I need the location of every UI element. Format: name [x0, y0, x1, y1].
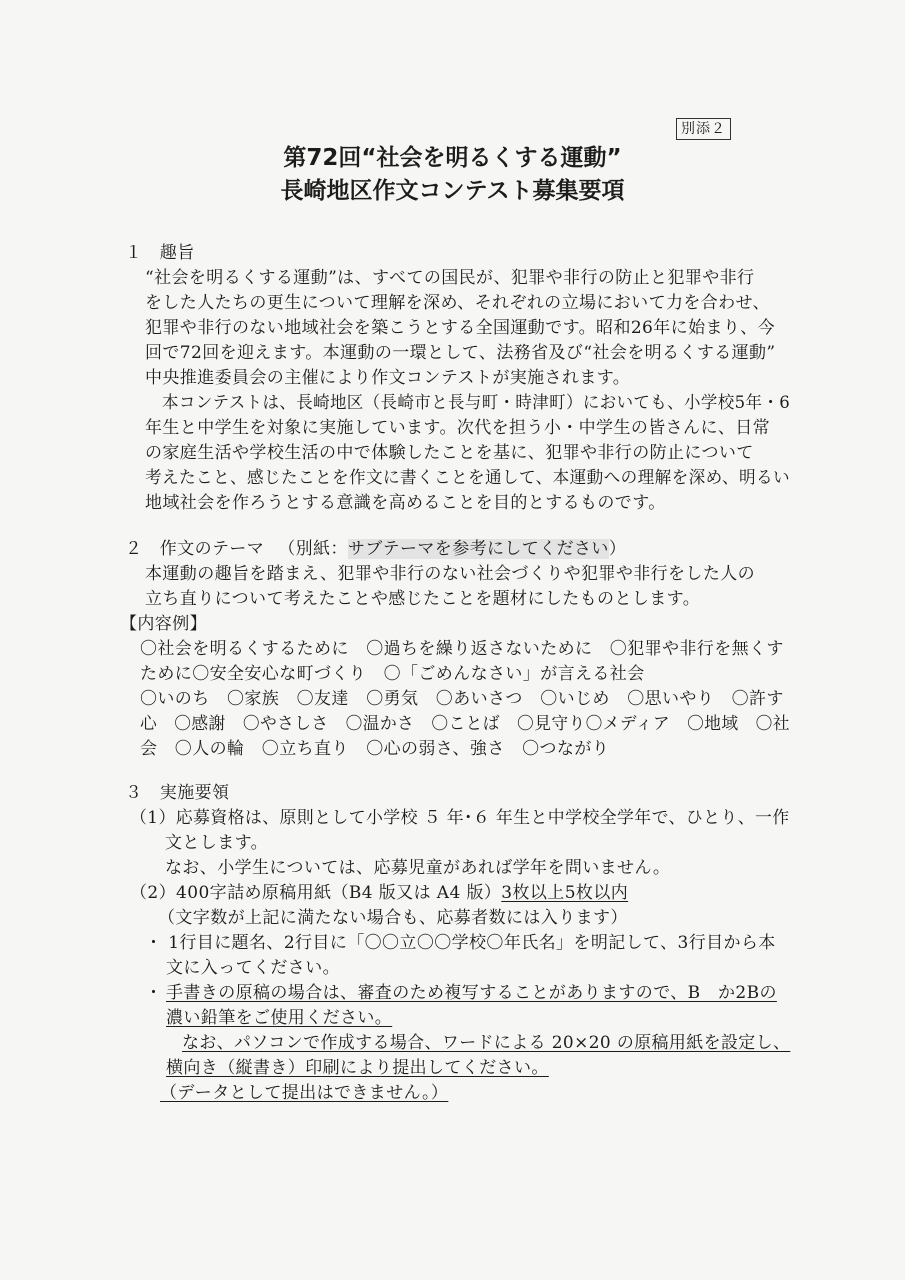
- bullet-1-line: ・ 1行目に題名、2行目に「〇〇立〇〇学校〇年氏名」を明記して、3行目から本: [145, 933, 776, 953]
- item-2-prefix: （2）400字詰め原稿用紙（B4 版又は A4 版）: [130, 883, 502, 903]
- section-1-line: 年生と中学生を対象に実施しています。次代を担う小・中学生の皆さんに、日常: [145, 418, 771, 438]
- attachment-tag: 別添２: [676, 118, 731, 140]
- item-2-page-count: 3枚以上5枚以内: [501, 883, 629, 903]
- item-1-line: 文とします。: [165, 833, 269, 853]
- section-2-note-open: （別紙：: [278, 539, 348, 559]
- examples-label: 【内容例】: [120, 614, 207, 634]
- section-2-note-highlight: サブテーマを参考にしてください: [347, 539, 609, 559]
- item-2-line: [130, 882, 628, 904]
- example-line: 会 〇人の輪 〇立ち直り 〇心の弱さ、強さ 〇つながり: [140, 739, 610, 759]
- section-2-line: 本運動の趣旨を踏まえ、犯罪や非行のない社会づくりや犯罪や非行をした人の: [145, 564, 756, 584]
- section-1-line: “社会を明るくする運動”は、すべての国民が、犯罪や非行の防止と犯罪や非行: [145, 268, 755, 288]
- section-1-line: 回で72回を迎えます。本運動の一環として、法務省及び“社会を明るくする運動”: [145, 343, 776, 363]
- section-1-line: 考えたこと、感じたことを作文に書くことを通して、本運動への理解を深め、明るい: [145, 468, 791, 488]
- item-1-line: なお、小学生については、応募児童があれば学年を問いません。: [165, 858, 671, 878]
- section-1-line: をした人たちの更生について理解を深め、それぞれの立場において力を合わせ、: [145, 293, 770, 313]
- section-2-note-close: ）: [608, 539, 627, 559]
- bullet-2-line: 手書きの原稿の場合は、審査のため複写することがありますので、B か2Bの: [166, 983, 777, 1003]
- bullet-2-mark: ・: [145, 983, 163, 1003]
- page-title-line-2: 長崎地区作文コンテスト募集要項: [280, 178, 625, 204]
- example-line: ために〇安全安心な町づくり 〇「ごめんなさい」が言える社会: [140, 664, 645, 684]
- page-title-line-1: 第72回“社会を明るくする運動”: [283, 145, 622, 171]
- section-2-heading: ２ 作文のテーマ: [125, 539, 265, 559]
- bullet-2-line: （データとして提出はできません。）: [160, 1083, 449, 1103]
- item-1-line: （1）応募資格は、原則として小学校 ５ 年･６ 年生と中学校全学年で、ひとり、一作: [130, 808, 790, 828]
- section-3-heading: ３ 実施要領: [125, 783, 230, 803]
- section-1-line: 本コンテストは、長崎地区（長崎市と長与町・時津町）においても、小学校5年・6: [162, 393, 791, 413]
- item-2-note: （文字数が上記に満たない場合も、応募者数には入ります）: [158, 908, 628, 928]
- bullet-2-line: 濃い鉛筆をご使用ください。: [166, 1008, 393, 1028]
- section-1-line: の家庭生活や学校生活の中で体験したことを基に、犯罪や非行の防止について: [145, 443, 754, 463]
- example-line: 〇いのち 〇家族 〇友達 〇勇気 〇あいさつ 〇いじめ 〇思いやり 〇許す: [140, 689, 784, 709]
- example-line: 〇社会を明るくするために 〇過ちを繰り返さないために 〇犯罪や非行を無くす: [140, 639, 784, 659]
- section-1-line: 地域社会を作ろうとする意識を高めることを目的とするものです。: [145, 493, 666, 513]
- section-2-line: 立ち直りについて考えたことや感じたことを題材にしたものとします。: [145, 589, 701, 609]
- bullet-2-line: 横向き（縦書き）印刷により提出してください。: [166, 1058, 549, 1078]
- section-1-heading: １ 趣旨: [125, 243, 195, 263]
- section-2-heading-row: [125, 538, 626, 560]
- example-line: 心 〇感謝 〇やさしさ 〇温かさ 〇ことば 〇見守り〇メディア 〇地域 〇社: [140, 714, 790, 734]
- section-1-line: 中央推進委員会の主催により作文コンテストが実施されます。: [145, 368, 631, 388]
- section-1-line: 犯罪や非行のない地域社会を築こうとする全国運動です。昭和26年に始まり、今: [145, 318, 776, 338]
- bullet-2-line: なお、パソコンで作成する場合、ワードによる 20×20 の原稿用紙を設定し、: [182, 1033, 791, 1053]
- bullet-1-line: 文に入ってください。: [166, 958, 340, 978]
